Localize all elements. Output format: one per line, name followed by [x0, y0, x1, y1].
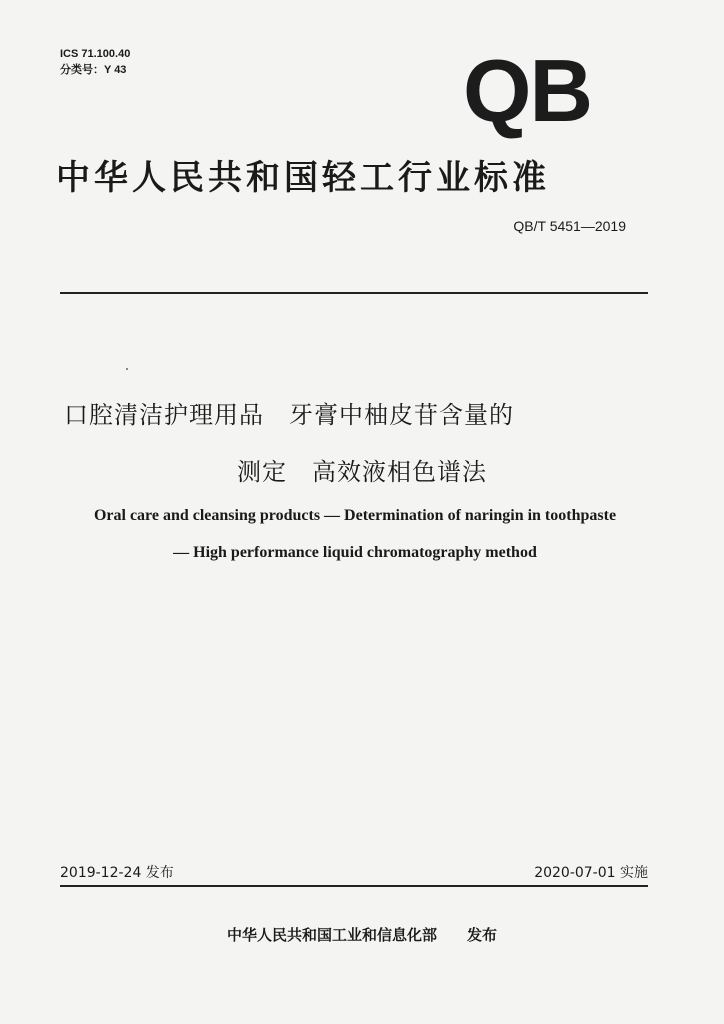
- en-title-line-2: — High performance liquid chromatography method: [173, 544, 537, 561]
- en-title-line-1: Oral care and cleansing products — Determination of naringin in toothpaste: [93, 507, 617, 524]
- ics-code: ICS 71.100.40: [60, 48, 131, 60]
- bottom-divider: [60, 885, 648, 887]
- implementation-date: 2020-07-01 实施: [534, 865, 648, 881]
- cn-title-line-1: 口腔清洁护理用品 牙膏中柚皮苷含量的: [64, 401, 514, 429]
- standard-number: QB/T 5451—2019: [513, 218, 626, 234]
- issuer: 中华人民共和国工业和信息化部 发布: [226, 926, 497, 944]
- qb-logo: QB: [463, 41, 591, 140]
- scan-speck: [126, 368, 128, 370]
- standard-category-title: 中华人民共和国轻工行业标准: [56, 158, 550, 198]
- cn-title-line-2: 测定 高效液相色谱法: [237, 458, 487, 486]
- classification-number: 分类号：Y 43: [60, 64, 127, 76]
- issue-date: 2019-12-24 发布: [60, 865, 174, 881]
- ics-block: [60, 46, 130, 78]
- top-divider: [60, 292, 648, 294]
